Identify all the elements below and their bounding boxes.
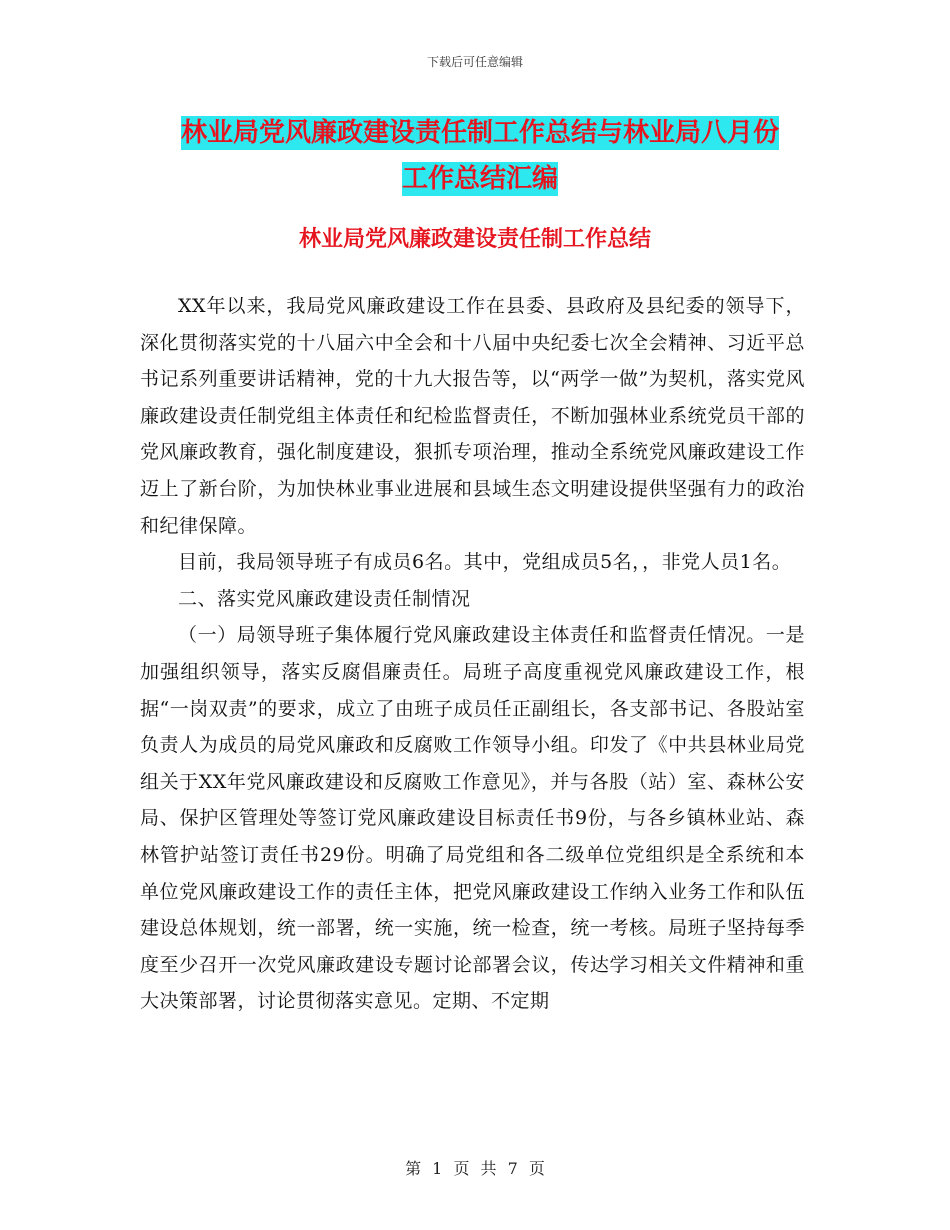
document-body — [140, 288, 805, 1020]
document-title-line2: 工作总结汇编 — [401, 164, 558, 194]
section-title: 林业局党风廉政建设责任制工作总结 — [298, 227, 651, 252]
paragraph-responsibility: （一）局领导班子集体履行党风廉政建设主体责任和监督责任情况。一是加强组织领导，落实反腐倡廉责任。局班子高度重视党风廉政建设工作，根据“一岗双责”的要求，成立了由班子成员任正副组长，各支部书记、各股站室负责人为成员的局党风廉政和反腐败工作领导小组。印发了《中共县林业局党组关于XX年党风廉政建设和反腐败工作意见》，并与各股（站）室、森林公安局、保护区管理处等签订党风廉政建设目标责任书9份，与各乡镇林业站、森林管护站签订责任书29份。明确了局党组和各二级单位党组织是全系统和本单位党风廉政建设工作的责任主体，把党风廉政建设工作纳入业务工作和队伍建设总体规划，统一部署，统一实施，统一检查，统一考核。局班子坚持每季度至少召开一次党风廉政建设专题讨论部署会议，传达学习相关文件精神和重大决策部署，讨论贯彻落实意见。定期、不定期 — [140, 624, 805, 1013]
paragraph-heading-2: 二、落实党风廉政建设责任制情况 — [178, 587, 471, 610]
page-footer: 第 1 页 共 7 页 — [405, 1159, 545, 1178]
document-title-line1: 林业局党风廉政建设责任制工作总结与林业局八月份 — [180, 118, 779, 148]
document-title — [150, 110, 810, 202]
page-header-note: 下载后可任意编辑 — [426, 55, 523, 69]
paragraph-intro: XX年以来，我局党风廉政建设工作在县委、县政府及县纪委的领导下，深化贯彻落实党的十八届六中全会和十八届中央纪委七次全会精神、习近平总书记系列重要讲话精神，党的十九大报告等，以“两学一做”为契机，落实党风廉政建设责任制党组主体责任和纪检监督责任，不断加强林业系统党员干部的党风廉政教育，强化制度建设，狠抓专项治理，推动全系统党风廉政建设工作迈上了新台阶，为加快林业事业进展和县域生态文明建设提供坚强有力的政治和纪律保障。 — [140, 295, 805, 537]
paragraph-leadership: 目前，我局领导班子有成员6名。其中，党组成员5名，，非党人员1名。 — [178, 551, 792, 574]
